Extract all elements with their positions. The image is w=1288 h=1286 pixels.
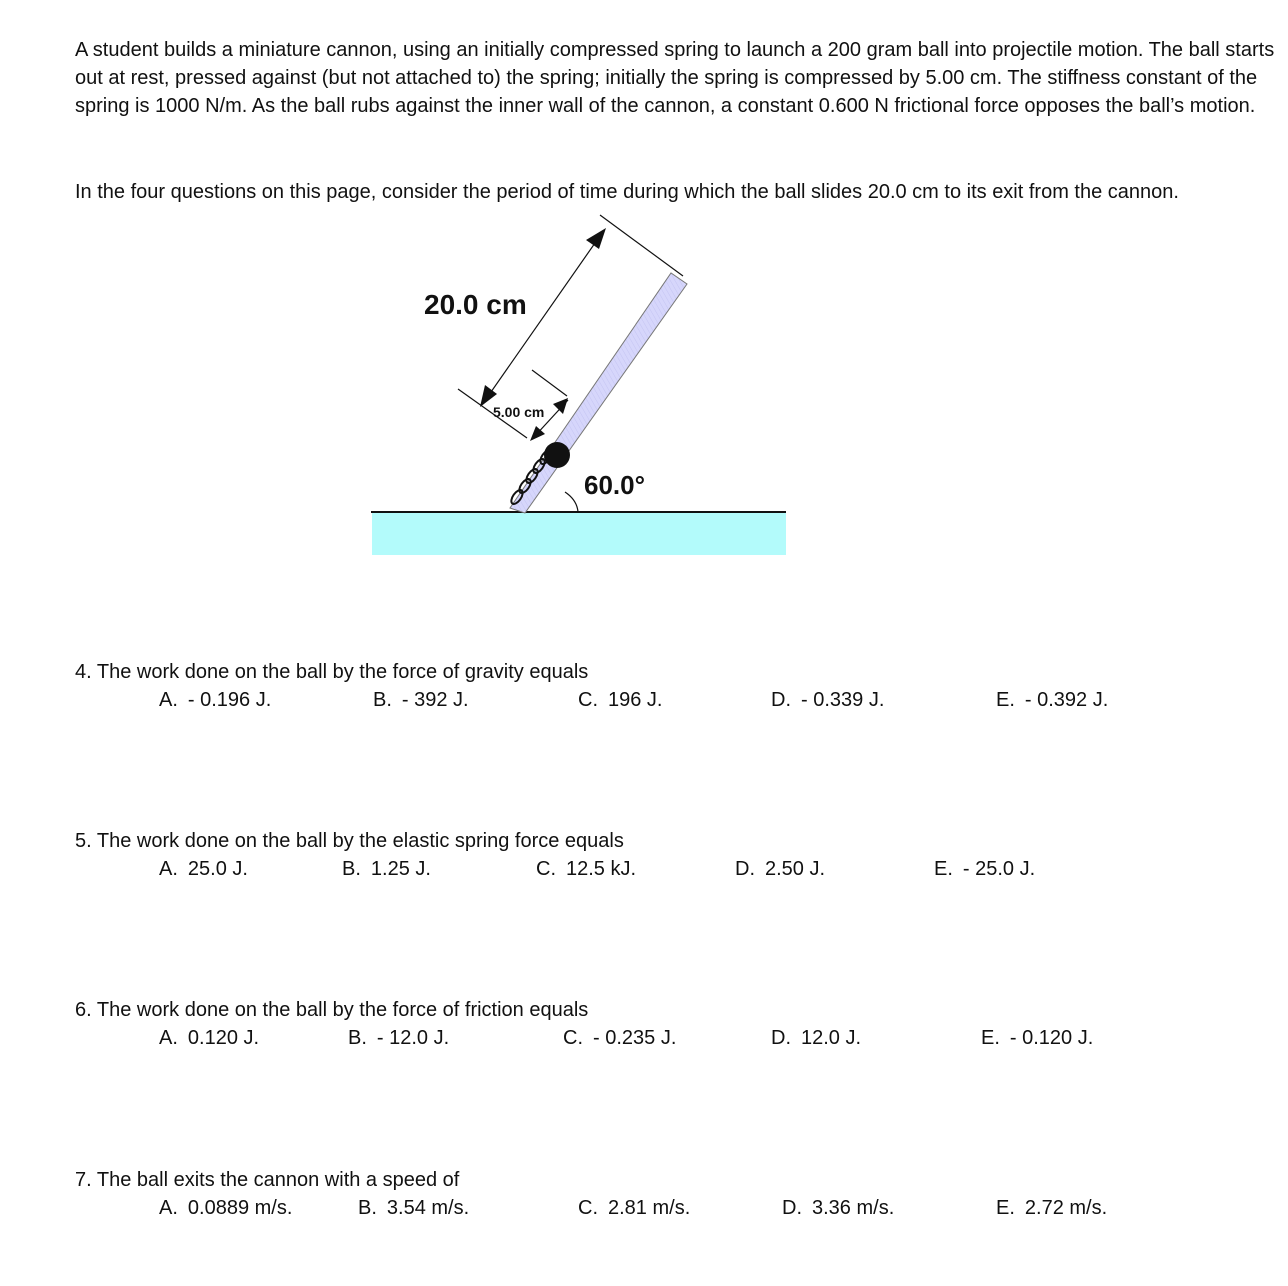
option-c[interactable] xyxy=(578,686,662,714)
option-e[interactable] xyxy=(981,1024,1093,1052)
question-number: 6. xyxy=(75,999,92,1021)
option-text: 12.0 J. xyxy=(801,1027,862,1049)
option-c[interactable] xyxy=(536,855,636,883)
option-text: - 0.196 J. xyxy=(187,689,272,711)
option-label: A. xyxy=(159,1027,178,1049)
option-label: D. xyxy=(771,1027,791,1049)
option-label: E. xyxy=(996,1197,1015,1219)
question-text: The work done on the ball by the force of friction equals xyxy=(96,999,589,1021)
option-text: 1.25 J. xyxy=(370,858,431,880)
compression-arrow-top xyxy=(553,398,568,414)
option-text: - 0.235 J. xyxy=(593,1027,677,1049)
option-text: 3.36 m/s. xyxy=(812,1197,895,1219)
question-stem xyxy=(75,827,624,855)
option-label: B. xyxy=(348,1027,367,1049)
option-b[interactable] xyxy=(373,686,469,714)
option-label: C. xyxy=(578,689,598,711)
option-a[interactable] xyxy=(159,855,248,883)
option-d[interactable] xyxy=(782,1194,894,1222)
question-stem xyxy=(75,1166,459,1194)
option-text: 25.0 J. xyxy=(187,858,248,880)
option-d[interactable] xyxy=(771,686,884,714)
option-label: B. xyxy=(373,689,392,711)
option-a[interactable] xyxy=(159,686,271,714)
option-text: - 392 J. xyxy=(401,689,469,711)
option-e[interactable] xyxy=(934,855,1035,883)
option-label: D. xyxy=(735,858,755,880)
option-b[interactable] xyxy=(342,855,431,883)
option-d[interactable] xyxy=(735,855,825,883)
option-label: A. xyxy=(159,858,178,880)
cannon-diagram xyxy=(0,0,1288,600)
question-number: 7. xyxy=(75,1169,92,1191)
question-6 xyxy=(75,996,1275,1056)
option-label: C. xyxy=(563,1027,583,1049)
option-b[interactable] xyxy=(348,1024,449,1052)
question-number: 5. xyxy=(75,830,92,852)
question-stem xyxy=(75,996,588,1024)
option-label: E. xyxy=(996,689,1015,711)
option-text: - 0.392 J. xyxy=(1024,689,1109,711)
option-e[interactable] xyxy=(996,1194,1107,1222)
option-label: D. xyxy=(771,689,791,711)
question-stem xyxy=(75,658,588,686)
option-b[interactable] xyxy=(358,1194,469,1222)
question-text: The ball exits the cannon with a speed of xyxy=(96,1169,460,1191)
option-label: A. xyxy=(159,689,178,711)
question-7 xyxy=(75,1166,1275,1226)
option-label: E. xyxy=(934,858,953,880)
option-label: E. xyxy=(981,1027,1000,1049)
question-4 xyxy=(75,658,1275,718)
question-5 xyxy=(75,827,1275,887)
compression-label: 5.00 cm xyxy=(493,404,545,420)
option-text: - 0.339 J. xyxy=(801,689,885,711)
option-a[interactable] xyxy=(159,1194,292,1222)
ball xyxy=(544,442,570,468)
option-text: 2.81 m/s. xyxy=(608,1197,691,1219)
angle-label: 60.0° xyxy=(584,470,646,500)
question-text: The work done on the ball by the force of gravity equals xyxy=(96,661,589,683)
option-text: 0.0889 m/s. xyxy=(187,1197,293,1219)
option-label: D. xyxy=(782,1197,802,1219)
option-text: 12.5 kJ. xyxy=(566,858,637,880)
option-label: A. xyxy=(159,1197,178,1219)
option-c[interactable] xyxy=(578,1194,690,1222)
option-text: 2.50 J. xyxy=(765,858,826,880)
angle-arc xyxy=(565,492,578,512)
length-label: 20.0 cm xyxy=(424,289,527,320)
ground-block xyxy=(372,513,786,555)
question-text: The work done on the ball by the elastic spring force equals xyxy=(96,830,624,852)
problem-context: In the four questions on this page, consider the period of time during which the ball slides 20.0 cm to its exit from the cannon. xyxy=(75,181,1179,203)
option-d[interactable] xyxy=(771,1024,861,1052)
option-text: 0.120 J. xyxy=(187,1027,260,1049)
option-text: 3.54 m/s. xyxy=(386,1197,470,1219)
option-a[interactable] xyxy=(159,1024,259,1052)
length-arrow-top xyxy=(586,228,606,249)
option-c[interactable] xyxy=(563,1024,676,1052)
option-label: C. xyxy=(536,858,556,880)
problem-intro: A student builds a miniature cannon, using an initially compressed spring to launch a 200 gram ball into projectile motion. The ball starts out at rest, pressed against (but not attached to) the spring; initially the spring is compressed by 5.00 cm. The stiffness constant of the spring is 1000 N/m. As the ball rubs against the inner wall of the cannon, a constant 0.600 N frictional force opposes the ball’s motion. xyxy=(75,39,1275,117)
option-label: C. xyxy=(578,1197,598,1219)
option-text: 196 J. xyxy=(608,689,663,711)
option-e[interactable] xyxy=(996,686,1108,714)
option-label: B. xyxy=(358,1197,377,1219)
question-number: 4. xyxy=(75,661,92,683)
option-label: B. xyxy=(342,858,361,880)
option-text: - 25.0 J. xyxy=(962,858,1036,880)
option-text: 2.72 m/s. xyxy=(1024,1197,1108,1219)
option-text: - 0.120 J. xyxy=(1009,1027,1094,1049)
option-text: - 12.0 J. xyxy=(376,1027,450,1049)
